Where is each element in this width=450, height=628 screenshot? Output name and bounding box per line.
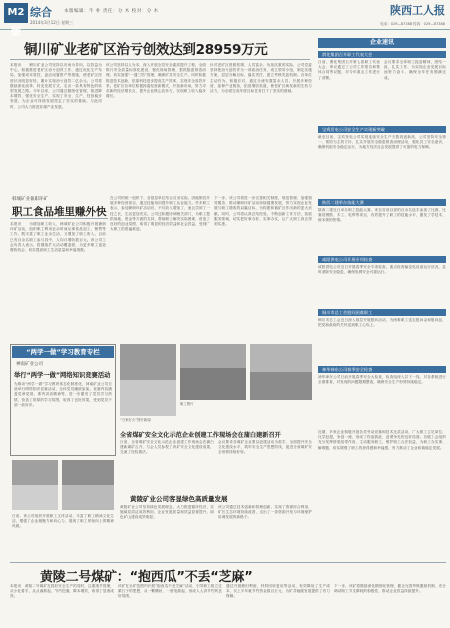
- body-text: 下一步，该公司将进一步完善相关制度，规范管理，加强指导服务，推动兼职环矿活动持续健康发展，努力实现企业发展与职工增收的双赢目标，为构建和谐矿区作出新的更大贡献。同时，公司将认真总结经验，不断创新工作方法，拓展服务领域，切实把好事办好、实事办实，让广大职工真正得到实惠。: [214, 196, 312, 227]
- body-text: 为推动“两学一做”学习教育常态化制度化，神南矿业公司日前举行网络知识竞赛活动，全体党员踊跃参加。竞赛内容涵盖党章党规、系列讲话精神等，进一步激发了党员学习热情，营造了浓厚的学习氛围，取得了良好效果，受到党员干部一致好评。: [14, 382, 112, 407]
- right-lower-text: [318, 430, 446, 558]
- lead-col-2: [106, 63, 206, 191]
- body-text: 日前，全省煤矿安全文化示范企业创建工作现场会在蒲白建新煤矿召开，与会人员参观了该矿安全文化建设成果，交流了经验做法。: [120, 440, 214, 455]
- news-photo: [180, 344, 246, 400]
- article-body: [10, 584, 114, 626]
- body-text: 近期，多家企业积极开展各类劳动竞赛和技术比武活动，广大职工立足岗位，比学赶超，争创一流，形成了你追我赶、奋勇争先的良好局面。各级工会组织充分发挥桥梁纽带作用，主动服务职工，维护职工合法权益，为职工办实事、解难题，切实增强了职工的获得感和幸福感，有力推动了企业和谐稳定发展。: [318, 430, 446, 450]
- news-photo: [12, 460, 58, 510]
- article-body: [218, 505, 312, 559]
- article-kicker: 韩城矿业兼职环矿: [12, 197, 48, 202]
- lead-col-1: [10, 63, 102, 191]
- body-text: 黄陵矿业公司坚持绿色发展理念，大力推进循环经济，实施煤炭清洁高效利用，企业发展质量和效益显著提升，绿色矿山建设成效明显。: [120, 505, 214, 520]
- body-text: 铜川市总工会近日深入基层开展慰问活动，为困难职工送去慰问金和慰问品，把党和政府的关怀送到职工心坎上。: [318, 318, 446, 328]
- body-text: 日前，该公司组织开展职工文体活动，丰富了职工精神文化生活，增强了企业凝聚力和向心力，展现了职工昂扬向上的精神风貌。: [12, 514, 114, 529]
- news-photo: [62, 460, 114, 510]
- brief-body: [318, 208, 446, 252]
- brief-title-1: 渭化集团召开职工代表大会: [318, 51, 446, 58]
- article-title: 职工食品堆里赚外快: [12, 206, 107, 218]
- article-body-2: [110, 196, 210, 340]
- body-text: 神华神东公司日前开展春季安全大检查，检查组深入井下一线，对各系统进行全面排查，对发现的问题限期整改，确保安全生产形势持续稳定。: [318, 375, 446, 385]
- study-org: 神南矿业公司: [16, 362, 43, 367]
- right-column-header: 企业速讯: [318, 38, 446, 48]
- news-photo: [250, 344, 312, 400]
- article-body: [226, 584, 330, 626]
- brief-body: [318, 318, 446, 362]
- lead-col-3: [210, 63, 312, 191]
- body-text: 在公司的统一组织下，各基层单位结合自身实际，因地制宜开展多种经营项目，通过技能培训提升职工从业能力。许多职工表示，参加兼职环矿活动后，不仅收入增加了，而且学到了一技之长，生活更加充实。公司还积极协调相关部门，为职工提供场地、资金等方面的支持，帮助职工解决实际困难，营造了良好的创业氛围，取得了明显的经济效益和社会效益，受到广大职工的普遍欢迎。: [110, 196, 210, 232]
- body-text: 会议要求各煤矿企业要以创建活动为抓手，全面提升安全文化建设水平，筑牢安全生产思想防线，促进全省煤矿安全形势持续好转。: [218, 440, 312, 455]
- body-text: 针对老矿区资源枯竭、人员富余、负担沉重的实际，公司党委坚持把治亏创效作为一项政治任务，成立领导小组，制定实施方案，层层分解目标，落实责任，建立考核奖惩机制。各单位主动作为，积极应对，通过分流安置富余人员，开展多种经营，延伸产业链条，拓宽增收渠道，使老矿区焕发新的生机与活力，为全面完成年度目标任务打下了坚实的基础。: [210, 63, 312, 94]
- body-text: 本报讯 铜川矿业公司坚持以市场为导向，以效益为中心，积极推进老矿区治亏创效工作，通过优化生产布局，加强成本管控，盘活闲置资产等措施，使老矿区经营状况明显好转，累计实现治亏创效二亿余元。公司将继续深化改革，转变发展方式，走出一条具有特色的转型发展之路。今年以来，公司通过精细化管理，推进降本增效，强化安全生产，实现了安全、生产、经营稳步发展，为企业可持续发展奠定了坚实的基础。与此同时，公司大力推进非煤产业发展。: [10, 63, 102, 109]
- study-title: 举行“两学一做”网络知识竞赛活动: [14, 372, 111, 379]
- photo-caption: “万家灯火”图片新闻: [120, 418, 151, 422]
- brief-body: [318, 265, 446, 305]
- section-headline: 黄陵矿业公司客显绿色高质量发展: [130, 495, 228, 503]
- body-text: 通过开展修旧利废、材料回收复用等活动，有效降低了生产成本，仅上半年就节约资金数百万元，为矿井稳健发展提供了有力保障。: [226, 584, 330, 599]
- article-body-3: [214, 196, 312, 340]
- photo-caption: 职工图片: [180, 402, 194, 406]
- article-body: [120, 440, 214, 490]
- section-headline: 全省煤矿安全文化示范企业创建工作现场会在蒲白建新召开: [120, 432, 281, 439]
- body-text: 该公司坚持以人为本，深入开展全员安全素质提升工程，全面推行安全质量标准化建设，强化现场管理，狠抓隐患排查治理，切实加强“一通三防”管理，确保矿井安全生产。同时积极推进技术创新，依靠科技进步提高生产效率，实现安全高效开采。老矿区各单位积极探索经营新模式，开拓新市场，努力寻求新的经济增长点，提升企业核心竞争力，实现职工收入稳步增长。: [106, 63, 206, 99]
- newspaper-logo: 陕西工人报: [390, 4, 445, 17]
- masthead: [0, 0, 450, 38]
- bottom-headline: 黄陵二号煤矿：“抱西瓜”不丢“芝麻”: [40, 570, 253, 585]
- body-text: 陕西二建近日举办职工技能大赛，来自各项目部的百余名选手参加了比赛，比赛设钢筋、木工、电焊等项目，有效提升了职工的技能水平，激发了学技术、练本领的热情。: [318, 208, 446, 223]
- main-headline: 铜川矿业老矿区治亏创效达到28959万元: [24, 42, 268, 58]
- body-text: 下一步，该矿将继续深化精细化管理，健全完善考核激励机制，充分调动职工节支降耗的积极性，推动企业效益持续提升。: [334, 584, 446, 594]
- body-text: 该矿在全矿范围内开展“抱西瓜不丢芝麻”活动，引导职工树立过紧日子的思想，从一颗螺丝、一度电做起，形成人人讲节约的良好氛围。: [118, 584, 222, 599]
- masthead-date: 2014年3月12日 星期三: [30, 20, 74, 25]
- section-code: M2版: [4, 3, 28, 23]
- body-text: 咸阳供电公司近日开展春季安全专项检查，重点检查输变电设备运行状况，及时消除安全隐患，确保电网安全可靠运行。: [318, 265, 446, 275]
- article-body: [218, 440, 312, 490]
- study-body: [14, 382, 112, 452]
- news-photo: [120, 344, 176, 416]
- divider: [10, 218, 108, 219]
- article-body-1: [10, 222, 106, 340]
- article-body: [120, 505, 214, 559]
- brief-title-3: 陕西二建举办技能大赛: [318, 199, 446, 206]
- brief-body: [318, 60, 380, 120]
- masthead-contact: 电话：029—87388 传真：029—87388: [380, 22, 445, 26]
- body-text: 日前，渭化集团召开第七届职工代表大会，审议通过了公司工作报告和集体合同等议题，对今年重点工作进行了部署。: [318, 60, 380, 80]
- brief-title-6: 神华神东公司春季安全检查: [318, 366, 446, 373]
- brief-title-5: 铜川市总工会慰问困难职工: [318, 309, 446, 316]
- body-text: 本报讯 黄陵二号煤矿在抓好安全生产的同时，注重细节管理，从小处着手，从点滴做起，节约挖潜，降本增效，取得了显著成效。: [10, 584, 114, 599]
- masthead-meta: 本版编辑：牛 朴 责任：分 木 校对：分 木: [64, 9, 159, 14]
- brief-body: [318, 135, 446, 195]
- brief-title-2: 宝鸡发电公司安全生产实现新突破: [318, 126, 446, 133]
- body-text: 该公司通过技术创新和管理创新，实现了资源综合利用，矿区生态环境持续改善，走出了一条资源开发与环境保护协调发展的新路子。: [218, 505, 312, 520]
- body-text: 会议要求全体职工振奋精神，团结一致，扎实工作，为实现企业发展目标而努力奋斗，确保全年任务圆满完成。: [384, 60, 446, 80]
- divider: [10, 59, 310, 60]
- dateline: 本报讯: [10, 584, 22, 588]
- brief-body: [384, 60, 446, 120]
- body-text: 本报讯 为增加职工收入，韩城矿业公司积极开展兼职环矿活动，组织职工利用业余时间从事食品加工、销售等工作，既丰富了职工业余生活，又增加了职工收入。目前已有百余名职工参与其中，人均月增收数百元。该公司工会负责人表示，将继续扩大活动覆盖面，为更多职工创造增收机会，切实提高职工生活质量和幸福指数。: [10, 222, 106, 253]
- article-body: [334, 584, 446, 626]
- article-body: [12, 514, 114, 554]
- article-body: [118, 584, 222, 626]
- brief-body: [318, 375, 446, 425]
- section-name: 综合: [30, 6, 52, 19]
- study-banner: “两学一做”学习教育专栏: [12, 346, 114, 358]
- divider: [10, 562, 446, 563]
- brief-title-4: 咸阳供电公司开展专项检查: [318, 256, 446, 263]
- body-text: 截至目前，宝鸡发电公司实现连续安全生产天数再创新高，公司坚持安全第一、预防为主的方针，扎实开展安全隐患排查治理活动，强化员工安全意识，确保机组安全稳定运行，为地方经济社会发展提供了可靠的电力保障。: [318, 135, 446, 150]
